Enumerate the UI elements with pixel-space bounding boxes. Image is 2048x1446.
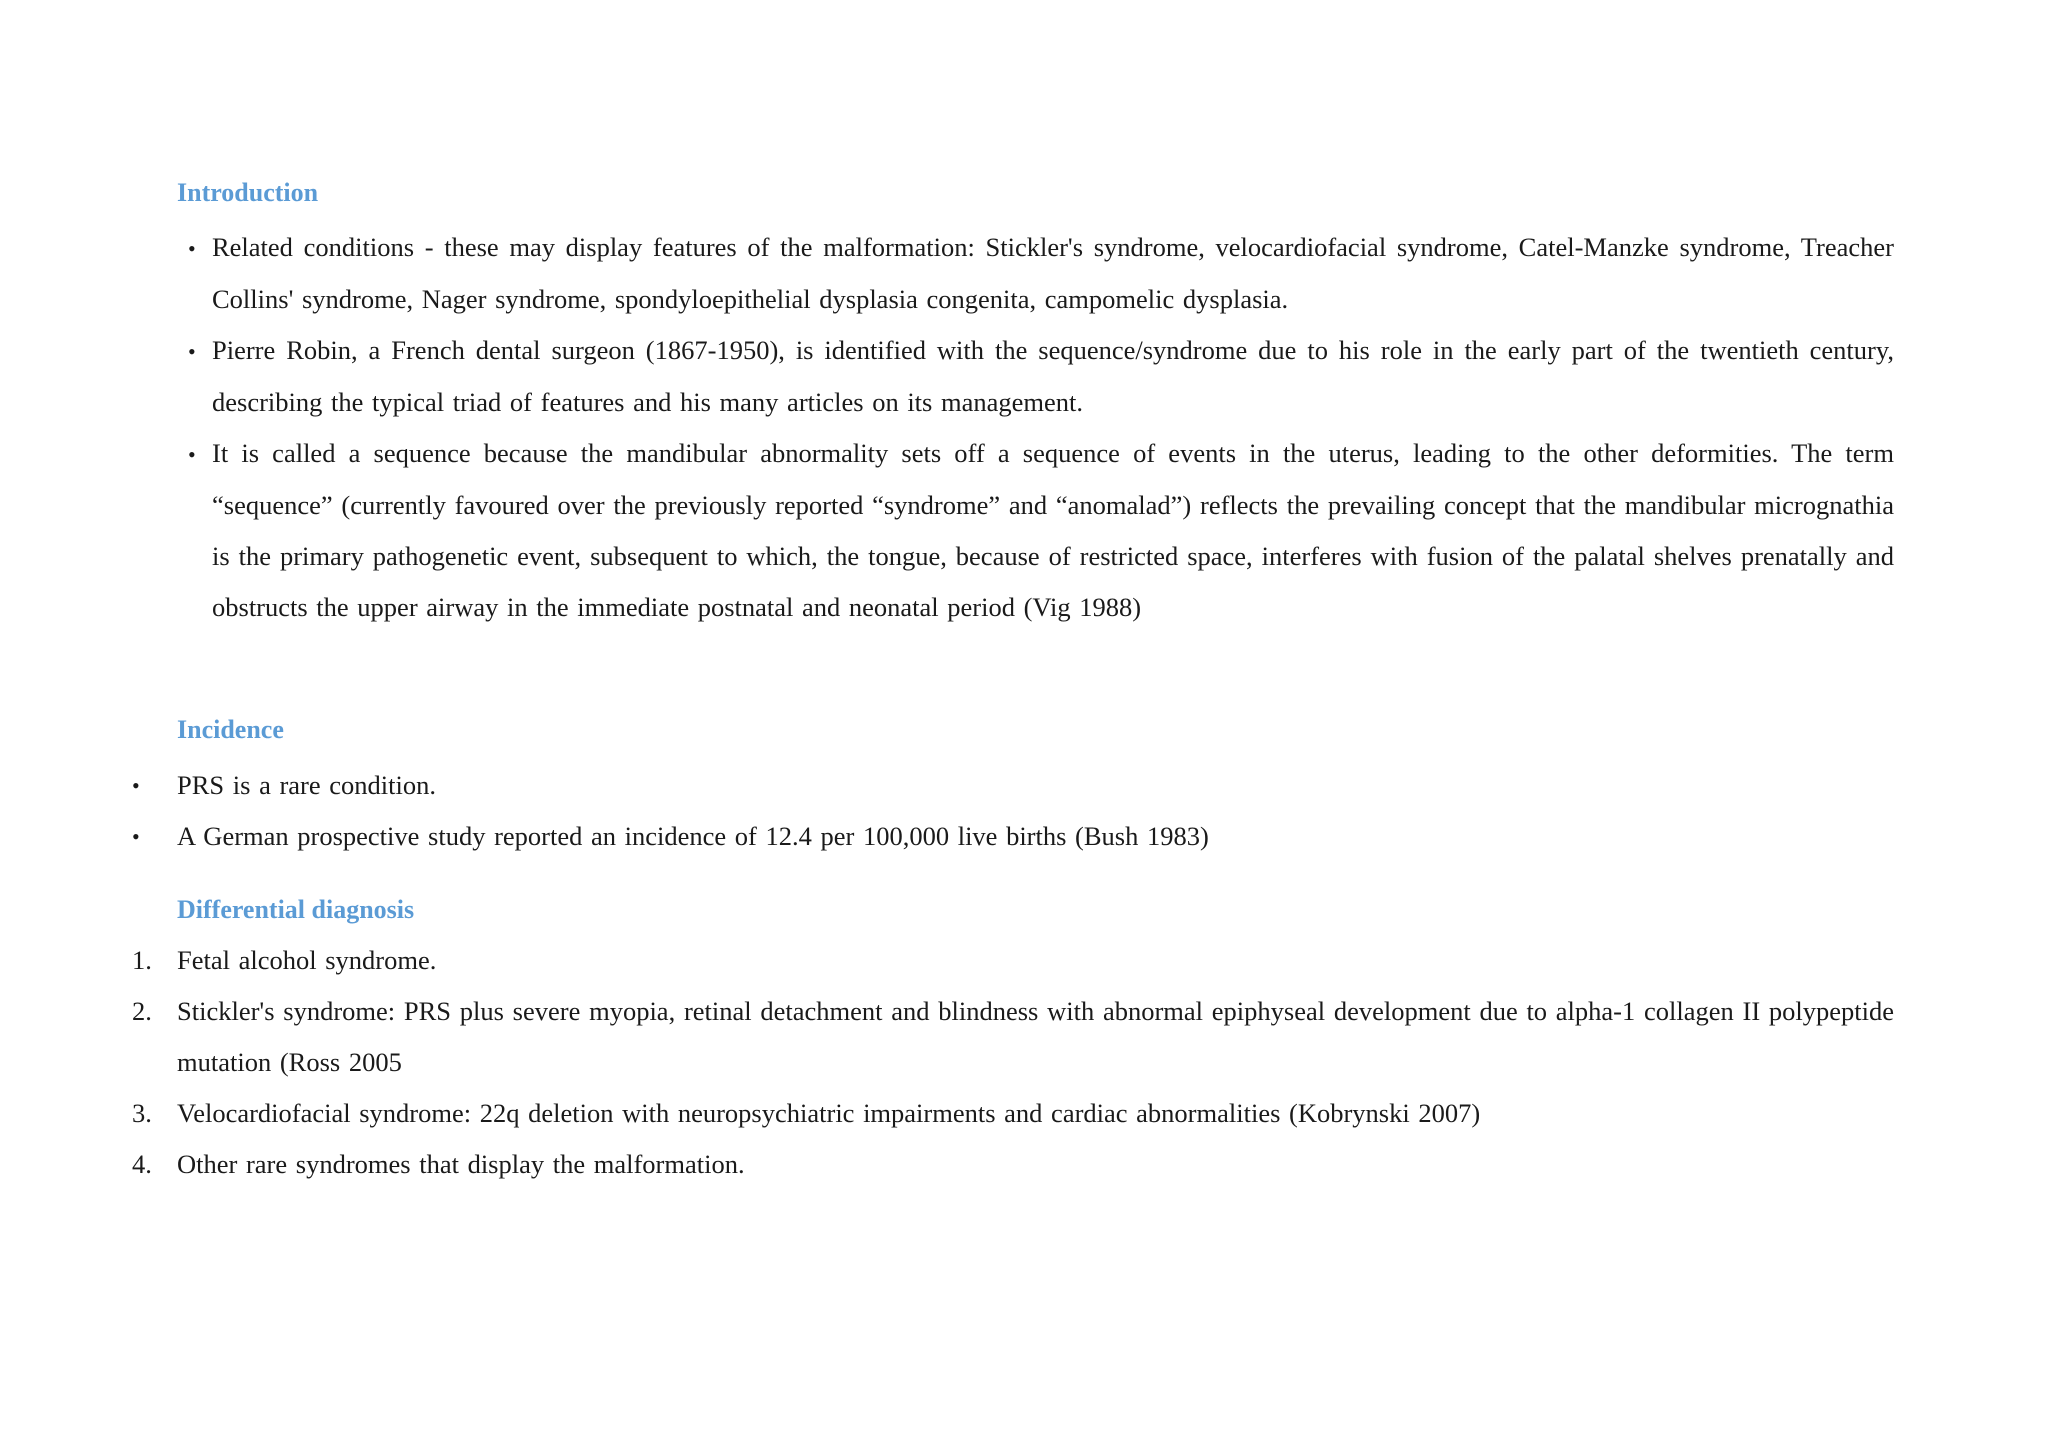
list-number: 2. — [132, 996, 152, 1026]
incidence-heading: Incidence — [177, 715, 284, 744]
incidence-item-text: PRS is a rare condition. — [177, 770, 436, 800]
list-number: 4. — [132, 1149, 152, 1179]
bullet-marker: • — [132, 824, 140, 849]
list-item — [128, 935, 1894, 986]
list-number: 3. — [132, 1098, 152, 1128]
bullet-marker: • — [188, 339, 196, 364]
differential-item-text: Velocardiofacial syndrome: 22q deletion with neuropsychiatric impairments and cardiac abnormalities (Kobrynski 2007) — [177, 1098, 1481, 1128]
incidence-item-text: A German prospective study reported an incidence of 12.4 per 100,000 live births (Bush 1983) — [177, 821, 1209, 851]
differential-item-text: Other rare syndromes that display the malformation. — [177, 1149, 745, 1179]
differential-diagnosis-heading: Differential diagnosis — [177, 895, 415, 924]
bullet-marker: • — [188, 236, 196, 261]
list-item — [128, 760, 1894, 811]
introduction-item-text: Pierre Robin, a French dental surgeon (1867-1950), is identified with the sequence/syndrome due to his role in the early part of the twentieth century, describing the typical triad of features and his many articles on its management. — [212, 335, 1894, 417]
bullet-marker: • — [132, 773, 140, 798]
introduction-list — [164, 222, 1894, 633]
list-item — [128, 1088, 1894, 1139]
bullet-marker: • — [188, 442, 196, 467]
differential-item-text: Fetal alcohol syndrome. — [177, 945, 437, 975]
differential-diagnosis-list — [128, 935, 1894, 1190]
introduction-item-text: Related conditions - these may display features of the malformation: Stickler's syndrome, velocardiofacial syndrome, Catel-Manzke syndrome, Treacher Collins' syndrome, Nager syndrome, spondyloepithelial dysplasia congenita, campomelic dysplasia. — [212, 232, 1894, 314]
list-item — [164, 222, 1894, 325]
list-item — [164, 325, 1894, 428]
differential-item-text: Stickler's syndrome: PRS plus severe myopia, retinal detachment and blindness with abnormal epiphyseal development due to alpha-1 collagen II polypeptide mutation (Ross 2005 — [177, 996, 1894, 1077]
introduction-heading: Introduction — [177, 178, 319, 207]
incidence-list — [128, 760, 1894, 862]
list-number: 1. — [132, 945, 152, 975]
introduction-item-text: It is called a sequence because the mandibular abnormality sets off a sequence of events in the uterus, leading to the other deformities. The term “sequence” (currently favoured over the previously reported “syndrome” and “anomalad”) reflects the prevailing concept that the mandibular micrognathia is the primary pathogenetic event, subsequent to which, the tongue, because of restricted space, interferes with fusion of the palatal shelves prenatally and obstructs the upper airway in the immediate postnatal and neonatal period (Vig 1988) — [212, 438, 1894, 622]
list-item — [128, 986, 1894, 1088]
list-item — [164, 428, 1894, 633]
list-item — [128, 1139, 1894, 1190]
list-item — [128, 811, 1894, 862]
